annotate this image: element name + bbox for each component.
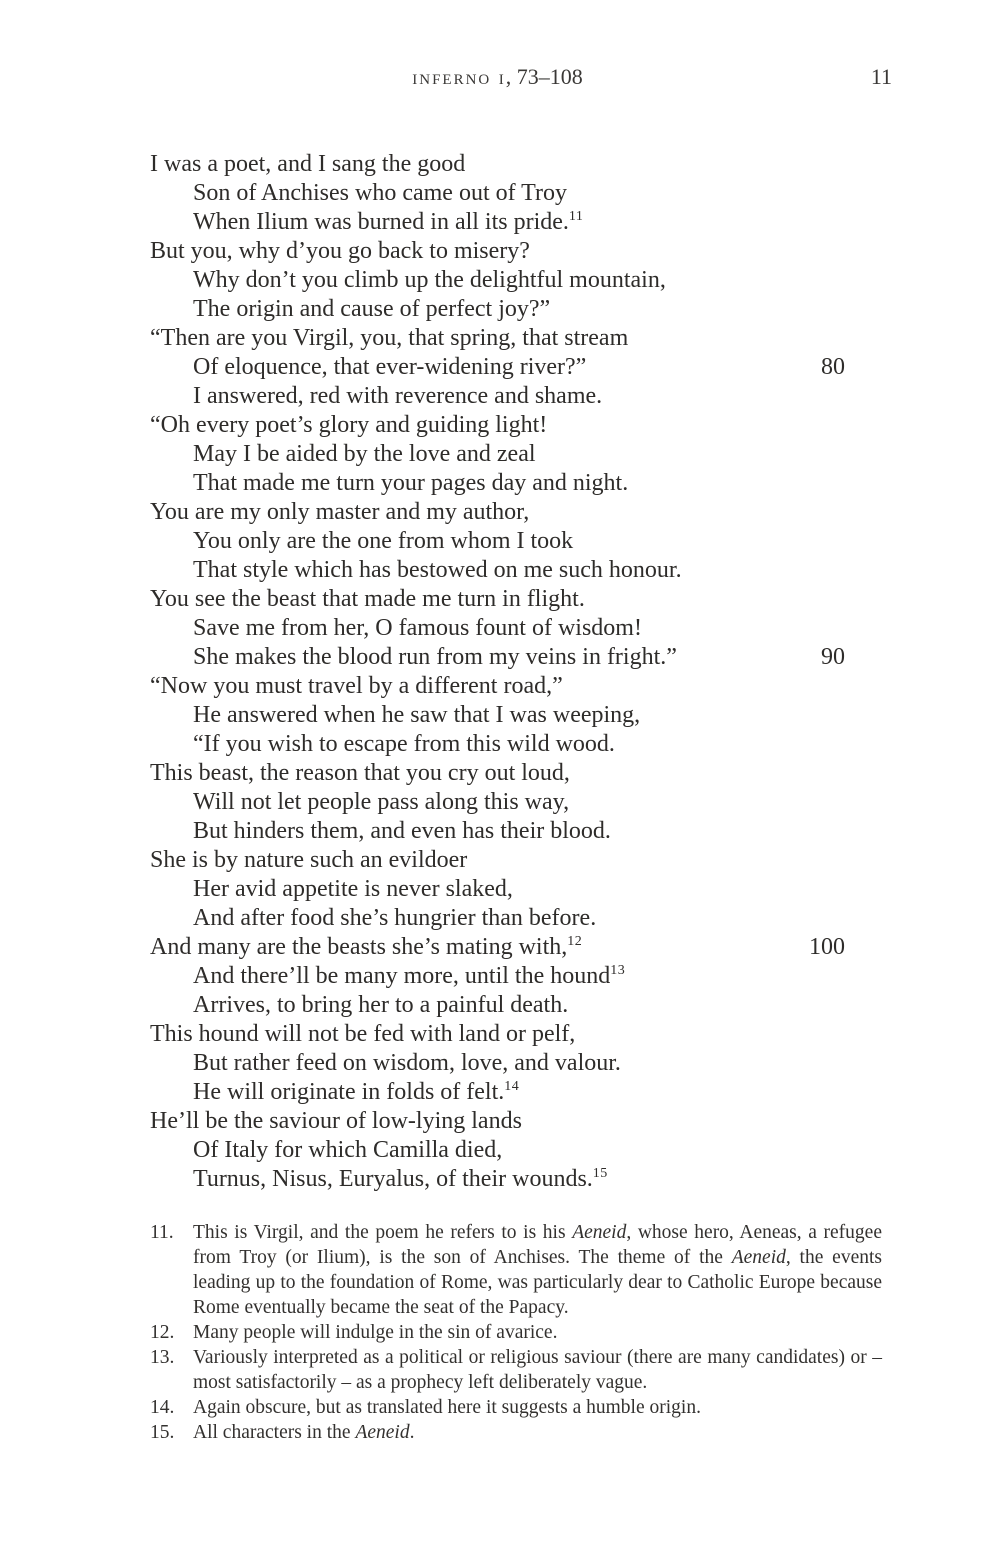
poem-line xyxy=(150,527,845,556)
verse-text: “Now you must travel by a different road,” xyxy=(150,673,563,699)
verse-text: You only are the one from whom I took xyxy=(193,528,574,554)
poem-line xyxy=(150,643,845,672)
footnote-text xyxy=(193,1420,882,1445)
verse-line-number: 80 xyxy=(821,354,845,380)
poem-body xyxy=(150,150,845,1194)
verse-text: “Then are you Virgil, you, that spring, that stream xyxy=(150,325,629,351)
footnote-ref: 12 xyxy=(567,934,583,949)
poem-line xyxy=(150,904,845,933)
poem-line xyxy=(150,962,845,991)
poem-line xyxy=(150,991,845,1020)
verse-text: You see the beast that made me turn in flight. xyxy=(150,586,585,612)
verse-text: But rather feed on wisdom, love, and valour. xyxy=(193,1050,621,1076)
verse-text: And after food she’s hungrier than before. xyxy=(193,905,597,931)
verse-text: He answered when he saw that I was weeping, xyxy=(193,702,641,728)
footnote-text xyxy=(193,1395,882,1420)
poem-line xyxy=(150,411,845,440)
footnote-text-italic: Aeneid xyxy=(355,1422,410,1443)
poem-line xyxy=(150,788,845,817)
verse-text: Why don’t you climb up the delightful mountain, xyxy=(193,267,666,293)
poem-line xyxy=(150,701,845,730)
poem-line xyxy=(150,672,845,701)
verse-text: This hound will not be fed with land or pelf, xyxy=(150,1021,576,1047)
footnote-number: 15. xyxy=(150,1422,175,1443)
verse-text: “If you wish to escape from this wild wood. xyxy=(193,731,615,757)
poem-line xyxy=(150,1049,845,1078)
poem-line xyxy=(150,730,845,759)
poem-line xyxy=(150,266,845,295)
footnote-text-segment: All characters in the xyxy=(193,1422,356,1443)
verse-text: You are my only master and my author, xyxy=(150,499,530,525)
footnote-ref: 14 xyxy=(504,1079,520,1094)
poem-line xyxy=(150,469,845,498)
poem-line xyxy=(150,1078,845,1107)
footnote-ref: 15 xyxy=(592,1166,608,1181)
footnote-number: 14. xyxy=(150,1397,175,1418)
verse-text: Of Italy for which Camilla died, xyxy=(193,1137,503,1163)
footnotes-section xyxy=(150,1220,882,1445)
footnote-text-segment: , the events leading up to the foundation of Rome, was particularly dear to Catholic Europe because Rome eventually became the seat of the Papacy. xyxy=(193,1247,883,1318)
verse-line-number: 90 xyxy=(821,644,845,670)
poem-line xyxy=(150,1020,845,1049)
poem-line xyxy=(150,1165,845,1194)
poem-line xyxy=(150,1107,845,1136)
poem-line xyxy=(150,933,845,962)
footnote-text-segment: Variously interpreted as a political or religious saviour (there are many candidates) or – most satisfactorily – as a prophecy left deliberately vague. xyxy=(193,1347,882,1393)
footnote-text-italic: Aeneid xyxy=(731,1247,786,1268)
verse-text: She makes the blood run from my veins in fright.” xyxy=(193,644,677,670)
verse-text: Her avid appetite is never slaked, xyxy=(193,876,513,902)
verse-text: And many are the beasts she’s mating with, xyxy=(150,934,568,960)
verse-text: But you, why d’you go back to misery? xyxy=(150,238,530,264)
footnote-number: 12. xyxy=(150,1322,175,1343)
verse-text: When Ilium was burned in all its pride. xyxy=(193,209,569,235)
footnote-number: 11. xyxy=(150,1222,174,1243)
verse-text: “Oh every poet’s glory and guiding light! xyxy=(150,412,548,438)
verse-text: She is by nature such an evildoer xyxy=(150,847,468,873)
footnote-text-italic: Aeneid xyxy=(572,1222,627,1243)
poem-line xyxy=(150,614,845,643)
verse-text: Son of Anchises who came out of Troy xyxy=(193,180,567,206)
verse-text: Of eloquence, that ever-widening river?” xyxy=(193,354,587,380)
running-title-canto: inferno i xyxy=(412,64,506,89)
verse-text: May I be aided by the love and zeal xyxy=(193,441,536,467)
poem-line xyxy=(150,759,845,788)
footnote-text-segment: . xyxy=(409,1422,415,1443)
verse-text: That made me turn your pages day and night. xyxy=(193,470,629,496)
footnote-text-segment: Again obscure, but as translated here it suggests a humble origin. xyxy=(193,1397,701,1418)
verse-text: That style which has bestowed on me such honour. xyxy=(193,557,682,583)
verse-text: This beast, the reason that you cry out loud, xyxy=(150,760,570,786)
verse-text: Turnus, Nisus, Euryalus, of their wounds. xyxy=(193,1166,593,1192)
verse-text: I answered, red with reverence and shame. xyxy=(193,383,603,409)
poem-line xyxy=(150,585,845,614)
poem-line xyxy=(150,498,845,527)
verse-text: Will not let people pass along this way, xyxy=(193,789,570,815)
footnote-item xyxy=(150,1320,882,1345)
footnote-ref: 13 xyxy=(610,963,626,978)
footnote-number: 13. xyxy=(150,1347,175,1368)
footnote-text-segment: This is Virgil, and the poem he refers to is his xyxy=(193,1222,573,1243)
poem-line xyxy=(150,353,845,382)
footnote-text-segment: , whose hero, Aeneas, a refugee from Troy (or Ilium), is the son of Anchises. The theme of the xyxy=(193,1222,882,1268)
footnote-item xyxy=(150,1220,882,1320)
poem-line xyxy=(150,324,845,353)
verse-text: But hinders them, and even has their blood. xyxy=(193,818,611,844)
footnote-ref: 11 xyxy=(568,209,584,224)
verse-text: And there’ll be many more, until the hound xyxy=(193,963,611,989)
footnote-item xyxy=(150,1420,882,1445)
poem-line xyxy=(150,295,845,324)
poem-line xyxy=(150,875,845,904)
footnote-text-segment: Many people will indulge in the sin of avarice. xyxy=(193,1322,558,1343)
verse-text: He’ll be the saviour of low-lying lands xyxy=(150,1108,522,1134)
verse-text: Arrives, to bring her to a painful death. xyxy=(193,992,569,1018)
verse-text: Save me from her, O famous fount of wisdom! xyxy=(193,615,642,641)
verse-text: I was a poet, and I sang the good xyxy=(150,151,466,177)
poem-line xyxy=(150,556,845,585)
poem-line xyxy=(150,179,845,208)
page-number: 11 xyxy=(870,64,892,89)
verse-line-number: 100 xyxy=(809,934,845,960)
verse-text: The origin and cause of perfect joy?” xyxy=(193,296,551,322)
footnote-text xyxy=(193,1320,882,1345)
footnote-item xyxy=(150,1345,882,1395)
running-title-lines: , 73–108 xyxy=(505,64,583,89)
running-header xyxy=(150,62,845,92)
poem-line xyxy=(150,150,845,179)
poem-line xyxy=(150,382,845,411)
poem-line xyxy=(150,846,845,875)
poem-line xyxy=(150,208,845,237)
poem-line xyxy=(150,817,845,846)
poem-line xyxy=(150,1136,845,1165)
footnote-text xyxy=(193,1345,882,1395)
poem-line xyxy=(150,440,845,469)
verse-text: He will originate in folds of felt. xyxy=(193,1079,505,1105)
footnote-text xyxy=(193,1220,882,1320)
footnote-item xyxy=(150,1395,882,1420)
poem-line xyxy=(150,237,845,266)
